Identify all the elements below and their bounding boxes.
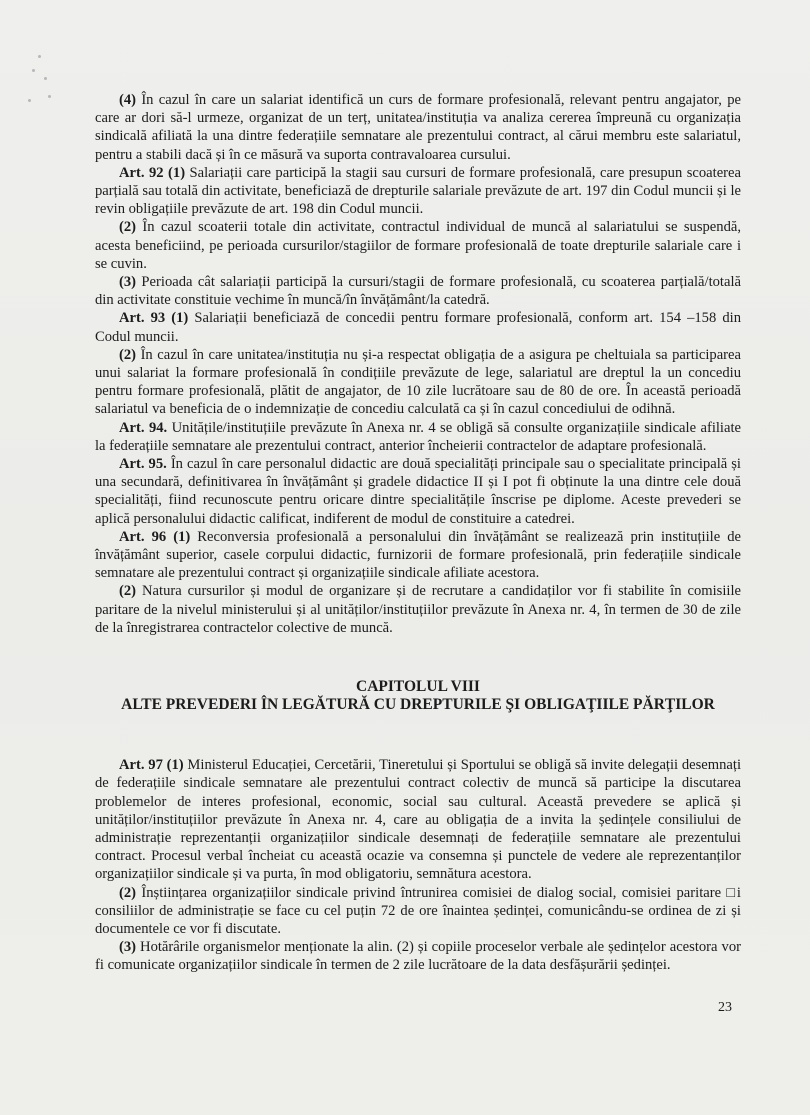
section-after-chapter bbox=[95, 756, 741, 974]
article-label: (2) bbox=[119, 346, 137, 363]
paragraph-art92-3 bbox=[95, 273, 741, 309]
article-label: Art. 97 (1) bbox=[119, 757, 184, 774]
paragraph-art92-1 bbox=[95, 164, 741, 219]
paragraph-p91-4 bbox=[95, 91, 741, 164]
paragraph-text: Unitățile/instituțiile prevăzute în Anexa nr. 4 se obligă să consulte organizațiile sindicale afiliate la federațiile semnatare ale prezentului contract, anterior încheierii contractelor de adaptare profesională. bbox=[95, 419, 741, 454]
article-label: (2) bbox=[119, 583, 137, 600]
paragraph-art92-2 bbox=[95, 218, 741, 273]
page-number: 23 bbox=[718, 1000, 732, 1015]
paragraph-text: Reconversia profesională a personalului din învățământ se realizează prin instituțiile de învățământ superior, casele corpului didactic, furnizorii de formare profesională, prin federațiile sindicale semnatare ale prezentului contract și organizațiile sindicale afiliate acestora. bbox=[95, 528, 742, 582]
paragraph-text: Perioada cât salariații participă la cursuri/stagii de formare profesională, cu scoaterea parțială/totală din activitate constituie vechime în muncă/în învățământ/la catedră. bbox=[95, 274, 741, 309]
paragraph-text: Ministerul Educației, Cercetării, Tineretului și Sportului se obligă să invite delegații desemnați de federațiile sindicale semnatare ale prezentului contract colectiv de muncă să participe la discutarea problemelor de interes profesional, economic, social sau cultural. Această prevedere se aplică și unităților/instituțiilor prevăzute în Anexa nr. 4, care au obligația de a invita la ședințele consiliului de administrație reprezentanții organizațiilor sindicale desemnați de federațiile semnatare ale prezentului contract. Procesul verbal încheiat cu această ocazie va consemna și punctele de vedere ale reprezentanților organizațiilor sindicale și va purta, în mod obligatoriu, semnătura acestora. bbox=[95, 757, 742, 883]
article-label: Art. 92 (1) bbox=[119, 164, 186, 181]
chapter-title: ALTE PREVEDERI ÎN LEGĂTURĂ CU DREPTURILE ŞI OBLIGAŢIILE PĂRŢILOR bbox=[121, 696, 715, 714]
paragraph-text: În cazul în care personalul didactic are două specialități principale sau o specialitate principală și una secundară, definitivarea în învățământ și gradele didactice II și I pot fi obținute la una dintre cele două specialități, fiind recunoscute pentru oricare dintre specialitățile înscrise pe diplome. Aceste prevederi se aplică personalului didactic calificat, indiferent de modul de constituire a catedrei. bbox=[95, 456, 741, 527]
paragraph-art96-1 bbox=[95, 528, 741, 583]
paragraph-text: Înștiințarea organizațiilor sindicale privind întrunirea comisiei de dialog social, comisiei paritare □i consiliilor de administrație se face cu cel puțin 72 de ore înaintea ședinței, comunicându-se ordinea de zi și documentele ce vor fi discutate. bbox=[95, 884, 741, 937]
article-label: Art. 93 (1) bbox=[119, 310, 189, 327]
paragraph-text: Natura cursurilor și modul de organizare și de recrutare a candidaților vor fi stabilite în comisiile paritare de la nivelul ministerului și al unităților/instituțiilor prevăzute în Anexa nr. 4, în termen de 30 de zile de la înregistrarea contractelor colective de muncă. bbox=[95, 583, 741, 636]
paragraph-text: Salariații care participă la stagii sau cursuri de formare profesională, care presupun scoaterea parțială sau totală din activitate, beneficiază de drepturile salariale prevăzute de art. 197 din Codul muncii și le revin obligațiile prevăzute de art. 198 din Codul muncii. bbox=[95, 164, 741, 218]
paragraph-art97-1 bbox=[95, 756, 741, 883]
paragraph-art93-2 bbox=[95, 346, 741, 419]
article-label: Art. 95. bbox=[119, 456, 167, 473]
chapter-number: CAPITOLUL VIII bbox=[356, 678, 480, 696]
article-label: (3) bbox=[119, 939, 137, 956]
article-label: (4) bbox=[119, 92, 137, 108]
article-label: Art. 96 (1) bbox=[119, 528, 191, 545]
article-label: (3) bbox=[119, 274, 137, 291]
paragraph-art97-2 bbox=[95, 884, 741, 939]
article-label: (2) bbox=[119, 219, 137, 236]
paragraph-text: În cazul în care un salariat identifică un curs de formare profesională, relevant pentru angajator, pe care ar dori să-l urmeze, organizat de un terț, unitatea/instituția va analiza cererea împreună cu organizația sindicală afiliată la una dintre federațiile semnatare ale prezentului contract, al cărui membru este salariatul, pentru a stabili dacă și în ce măsură va suporta contravaloarea cursului. bbox=[95, 92, 741, 163]
paragraph-art94 bbox=[95, 419, 741, 455]
paragraph-art95 bbox=[95, 455, 741, 528]
paragraph-text: În cazul în care unitatea/instituția nu și-a respectat obligația de a asigura pe cheltuiala sa participarea unui salariat la formare profesională în condițiile prevăzute de lege, salariatul are dreptul la un concediu pentru formare profesională, plătit de angajator, de 10 zile lucrătoare sau de 80 de ore. În această perioadă salariatul va beneficia de o indemnizație de concediu calculată ca și în cazul concediului de odihnă. bbox=[95, 346, 741, 418]
document-body bbox=[95, 91, 741, 975]
scan-specks bbox=[30, 55, 60, 115]
paragraph-text: În cazul scoaterii totale din activitate, contractul individual de muncă al salariatului se suspendă, acesta beneficiind, pe perioada cursurilor/stagiilor de formare profesională de toate drepturile salariale care i se cuvin. bbox=[95, 219, 741, 272]
paragraph-art97-3 bbox=[95, 938, 741, 974]
paragraph-text: Salariații beneficiază de concedii pentru formare profesională, conform art. 154 –158 din Codul muncii. bbox=[95, 310, 741, 345]
paragraph-art96-2 bbox=[95, 582, 741, 637]
section-before-chapter bbox=[95, 91, 741, 637]
paragraph-art93-1 bbox=[95, 309, 741, 345]
paragraph-text: Hotărârile organismelor menționate la alin. (2) și copiile proceselor verbale ale ședințelor acestora vor fi comunicate organizațiilor sindicale în termen de 2 zile lucrătoare de la data desfășurării ședinței. bbox=[95, 939, 741, 974]
article-label: (2) bbox=[119, 884, 137, 901]
article-label: Art. 94. bbox=[119, 419, 168, 436]
